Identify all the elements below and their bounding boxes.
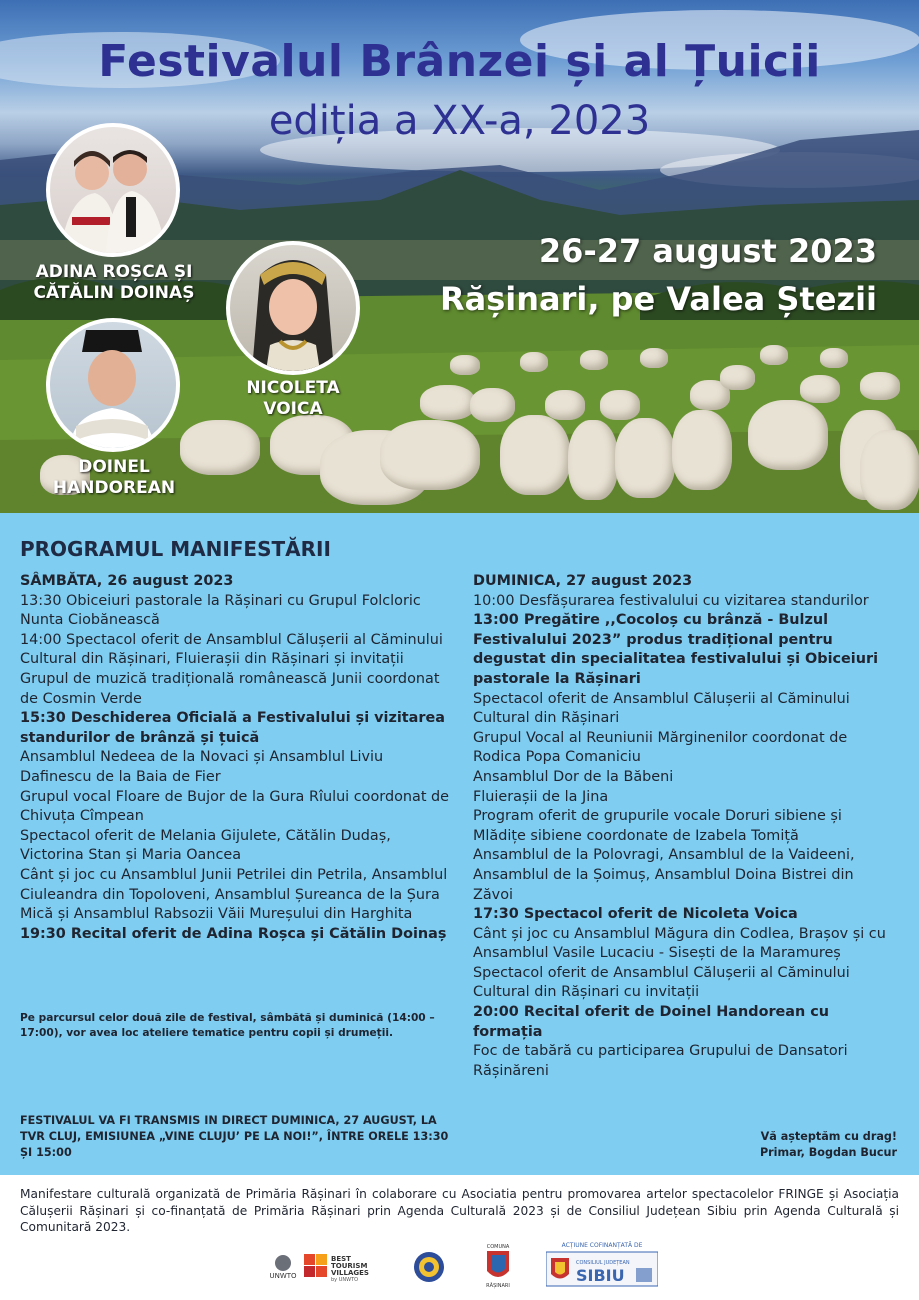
tv-broadcast-note: FESTIVALUL VA FI TRANSMIS IN DIRECT DUMINICA, 27 AUGUST, LA TVR CLUJ, EMISIUNEA „VINE CLUJU’ PE LA NOI!”, ÎNTRE ORELE 13:30 ȘI 15:00 [20,1114,449,1159]
closing-signature [760,1129,897,1161]
sheep [672,410,732,490]
btv-label: VILLAGES [331,1269,369,1277]
artist-name-line: VOICA [263,399,323,419]
unwto-logo [266,1254,300,1284]
festival-dates: 26-27 august 2023 [538,232,877,270]
artist-name-doinel [24,457,204,499]
btv-label: BEST [331,1255,351,1263]
invitation-text: Vă așteptăm cu drag! [760,1130,897,1143]
schedule-item: Grupul de muzică tradițională românească Junii coordonat de Cosmin Verde [20,670,440,707]
schedule-item: 13:00 Pregătire ,,Cocoloș cu brânză - Bulzul Festivalului 2023” produs tradițional pentru degustat din specialitatea festivalului și Obiceiuri pastorale la Rășinari [473,612,879,687]
schedule-item: 13:30 Obiceiuri pastorale la Rășinari cu Grupul Folcloric Nunta Ciobănească [20,592,421,629]
schedule-item: Ansamblul de la Polovragi, Ansamblul de la Vaideeni, Ansamblul de la Șoimuș, Ansamblul Doina Bistrei din Zăvoi [473,847,855,903]
duo-portrait-illustration [50,127,176,253]
artist-photo-adina-catalin [46,123,180,257]
sunday-schedule [473,592,898,1082]
singer-portrait-illustration [50,322,176,448]
schedule-item: Ansamblul Nedeea de la Novaci și Ansamblul Liviu Dafinescu de la Baia de Fier [20,749,384,785]
commune-name: RĂȘINARI [486,1283,510,1289]
sunday-column [473,572,898,1081]
sibiu-label: SIBIU [576,1266,625,1285]
schedule-item: 10:00 Desfășurarea festivalului cu vizitarea standurilor [473,592,869,609]
commune-label: COMUNA [486,1244,510,1250]
schedule-item: Grupul Vocal al Reuniunii Mărginenilor coordonat de Rodica Popa Comaniciu [473,729,848,766]
schedule-item: 15:30 Deschiderea Oficială a Festivalului și vizitarea standurilor de brânză și țuică [20,710,445,746]
schedule-item: Fluierașii de la Jina [473,788,609,805]
sheep [450,355,480,375]
rasinari-coat-of-arms [480,1241,516,1293]
artist-photo-nicoleta [226,241,360,375]
schedule-item: Spectacol oferit de Melania Gijulete, Cătălin Dudaș, Victorina Stan și Maria Oancea [20,827,391,864]
day-heading: SÂMBĂTA, 26 august 2023 [20,573,234,589]
workshop-note: Pe parcursul celor două zile de festival, sâmbătă și duminică (14:00 – 17:00), vor avea loc ateliere tematice pentru copii și drumeții. [20,1012,435,1039]
artist-name-line: HANDOREAN [52,478,176,498]
artist-name-adina-catalin [24,262,204,304]
sheep [545,390,585,420]
saturday-title [20,572,450,592]
schedule-item: 14:00 Spectacol oferit de Ansamblul Călușerii al Căminului Cultural din Rășinari, Fluierașii din Rășinari și invitații [20,631,443,668]
schedule-item: 17:30 Spectacol oferit de Nicoleta Voica [473,906,798,923]
cofinance-label: ACȚIUNE COFINANȚATĂ DE [561,1242,643,1249]
sunday-title [473,572,898,592]
artist-name-line: NICOLETA [246,378,340,398]
sheep [760,345,788,365]
best-tourism-villages-logo [303,1252,379,1286]
artist-photo-doinel [46,318,180,452]
organizer-credits: Manifestare culturală organizată de Primăria Rășinari în colaborare cu Asociatia pentru promovarea artelor spectacolelor FRINGE și Asociația Călușerii Rășinari și co-finanțată de Primăria Rășinari prin Agenda Culturală 2023 și de Consiliul Județean Sibiu prin Agenda Culturală și Comunitară 2023. [20,1187,899,1234]
sheep [720,365,755,390]
sheep [640,348,668,368]
sheep [568,420,618,500]
schedule-item: Cânt și joc cu Ansamblul Măgura din Codlea, Brașov și cu Ansamblul Vasile Lucaciu - Sisești de la Maramureș [473,925,886,962]
hero-banner [0,0,919,513]
unwto-label: UNWTO [269,1272,297,1280]
schedule-item: 19:30 Recital oferit de Adina Roșca și Cătălin Doinaș [20,925,447,942]
day-heading: DUMINICA, 27 august 2023 [473,573,693,589]
festival-edition: ediția a XX-a, 2023 [268,98,651,144]
cj-sibiu-logo [546,1240,658,1292]
sheep [600,390,640,420]
saturday-column [20,572,450,944]
sheep [860,430,919,510]
schedule-item: Grupul vocal Floare de Bujor de la Gura Rîului coordonat de Chivuța Cîmpean [20,788,450,825]
sheep [615,418,675,498]
sheep [520,352,548,372]
singer-portrait-illustration [230,245,356,371]
saturday-schedule [20,592,450,945]
sheep [420,385,475,420]
schedule-item: Ansamblul Dor de la Băbeni [473,768,674,785]
artist-name-line: CĂTĂLIN DOINAȘ [33,283,195,303]
schedule-item: Spectacol oferit de Ansamblul Călușerii al Căminului Cultural din Rășinari cu invitații [473,964,850,1001]
artist-name-line: DOINEL [78,457,150,477]
sheep [470,388,515,422]
artist-name-nicoleta [218,378,368,420]
schedule-item: 20:00 Recital oferit de Doinel Handorean cu formația [473,1004,830,1040]
sheep [580,350,608,370]
schedule-item: Program oferit de grupurile vocale Doruri sibiene și Mlădițe sibiene coordonate de Izabela Tomiță [473,808,842,844]
btv-label: by UNWTO [331,1277,359,1282]
sheep [820,348,848,368]
council-label: CONSILIUL JUDEȚEAN [576,1260,630,1266]
sheep [800,375,840,403]
sheep [860,372,900,400]
btv-label: TOURISM [331,1262,368,1270]
program-heading: PROGRAMUL MANIFESTĂRII [20,537,331,561]
schedule-item: Spectacol oferit de Ansamblul Călușerii al Căminului Cultural din Rășinari [473,690,850,727]
festival-location: Rășinari, pe Valea Ștezii [439,280,877,318]
sheep [748,400,828,470]
sheep [500,415,570,495]
schedule-item: Cânt și joc cu Ansamblul Junii Petrilei din Petrila, Ansamblul Ciuleandra din Topoloveni, Ansamblul Șureanca de la Șura Mică și Ansamblul Rabsozii Văii Mureșului din Harghita [20,866,448,923]
artist-name-line: ADINA ROȘCA ȘI [35,262,193,282]
schedule-item: Foc de tabără cu participarea Grupului de Dansatori Rășinăreni [473,1043,848,1079]
festival-title: Festivalul Brânzei și al Țuicii [98,36,821,87]
sheep [380,420,480,490]
mayor-signature: Primar, Bogdan Bucur [759,1146,897,1159]
association-logo [412,1250,446,1288]
